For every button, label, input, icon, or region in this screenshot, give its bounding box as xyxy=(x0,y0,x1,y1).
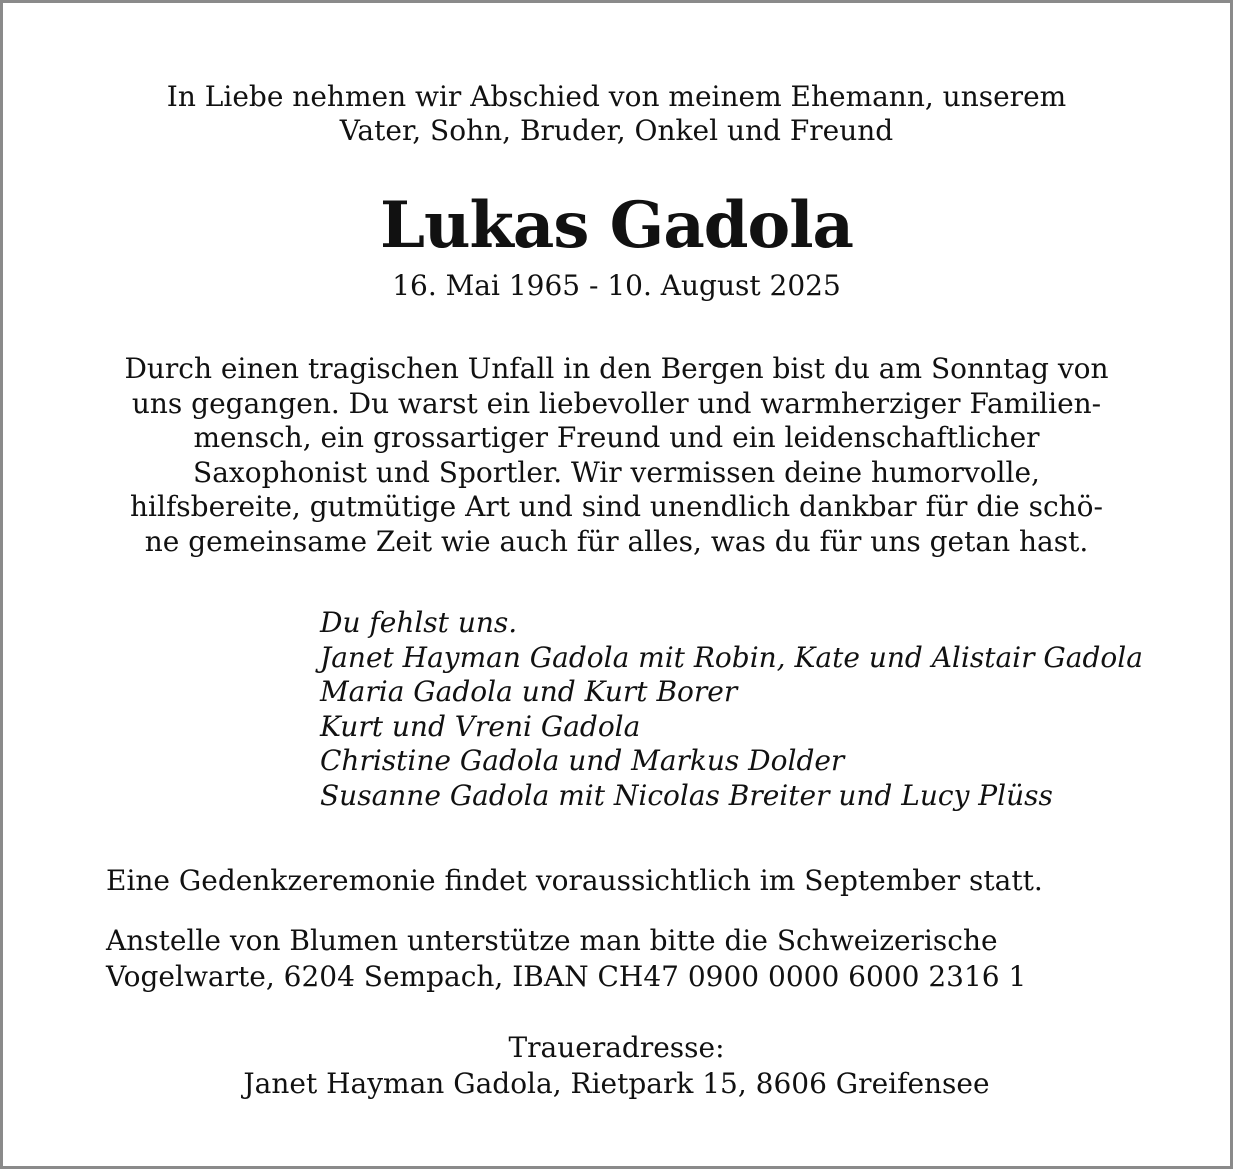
memorial-message xyxy=(0,352,1233,559)
mourners-list xyxy=(320,606,1143,814)
message-line: Saxophonist und Sportler. Wir vermissen deine humorvolle, xyxy=(193,455,1040,489)
message-line: Durch einen tragischen Unfall in den Bergen bist du am Sonntag von xyxy=(124,352,1109,385)
address-label: Traueradresse: xyxy=(508,1031,725,1064)
donation-line: Vogelwarte, 6204 Sempach, IBAN CH47 0900 0000 6000 2316 1 xyxy=(106,960,1027,993)
mourning-address xyxy=(0,1030,1233,1102)
deceased-name: Lukas Gadola xyxy=(380,188,853,263)
life-dates: 16. Mai 1965 - 10. August 2025 xyxy=(392,269,841,302)
mourners-line: Du fehlst uns. xyxy=(320,606,518,639)
mourners-line: Kurt und Vreni Gadola xyxy=(320,709,641,743)
mourners-line: Janet Hayman Gadola mit Robin, Kate und Alistair Gadola xyxy=(320,640,1143,674)
message-line: mensch, ein grossartiger Freund und ein leidenschaftlicher xyxy=(193,421,1040,454)
ceremony-note: Eine Gedenkzeremonie findet voraussichtlich im September statt. xyxy=(106,864,1043,897)
intro-text xyxy=(0,80,1233,148)
message-line: hilfsbereite, gutmütige Art und sind unendlich dankbar für die schö- xyxy=(130,490,1103,523)
mourners-line: Susanne Gadola mit Nicolas Breiter und Lucy Plüss xyxy=(320,778,1053,812)
intro-line: Vater, Sohn, Bruder, Onkel und Freund xyxy=(339,114,894,147)
donation-line: Anstelle von Blumen unterstütze man bitte die Schweizerische xyxy=(106,924,998,957)
address-value: Janet Hayman Gadola, Rietpark 15, 8606 Greifensee xyxy=(243,1067,990,1100)
intro-line: In Liebe nehmen wir Abschied von meinem Ehemann, unserem xyxy=(166,80,1067,113)
message-line: uns gegangen. Du warst ein liebevoller und warmherziger Familien- xyxy=(131,386,1102,420)
message-line: ne gemeinsame Zeit wie auch für alles, was du für uns getan hast. xyxy=(144,524,1089,558)
donation-note xyxy=(106,923,1026,995)
mourners-line: Maria Gadola und Kurt Borer xyxy=(320,675,738,709)
mourners-line: Christine Gadola und Markus Dolder xyxy=(320,744,845,778)
